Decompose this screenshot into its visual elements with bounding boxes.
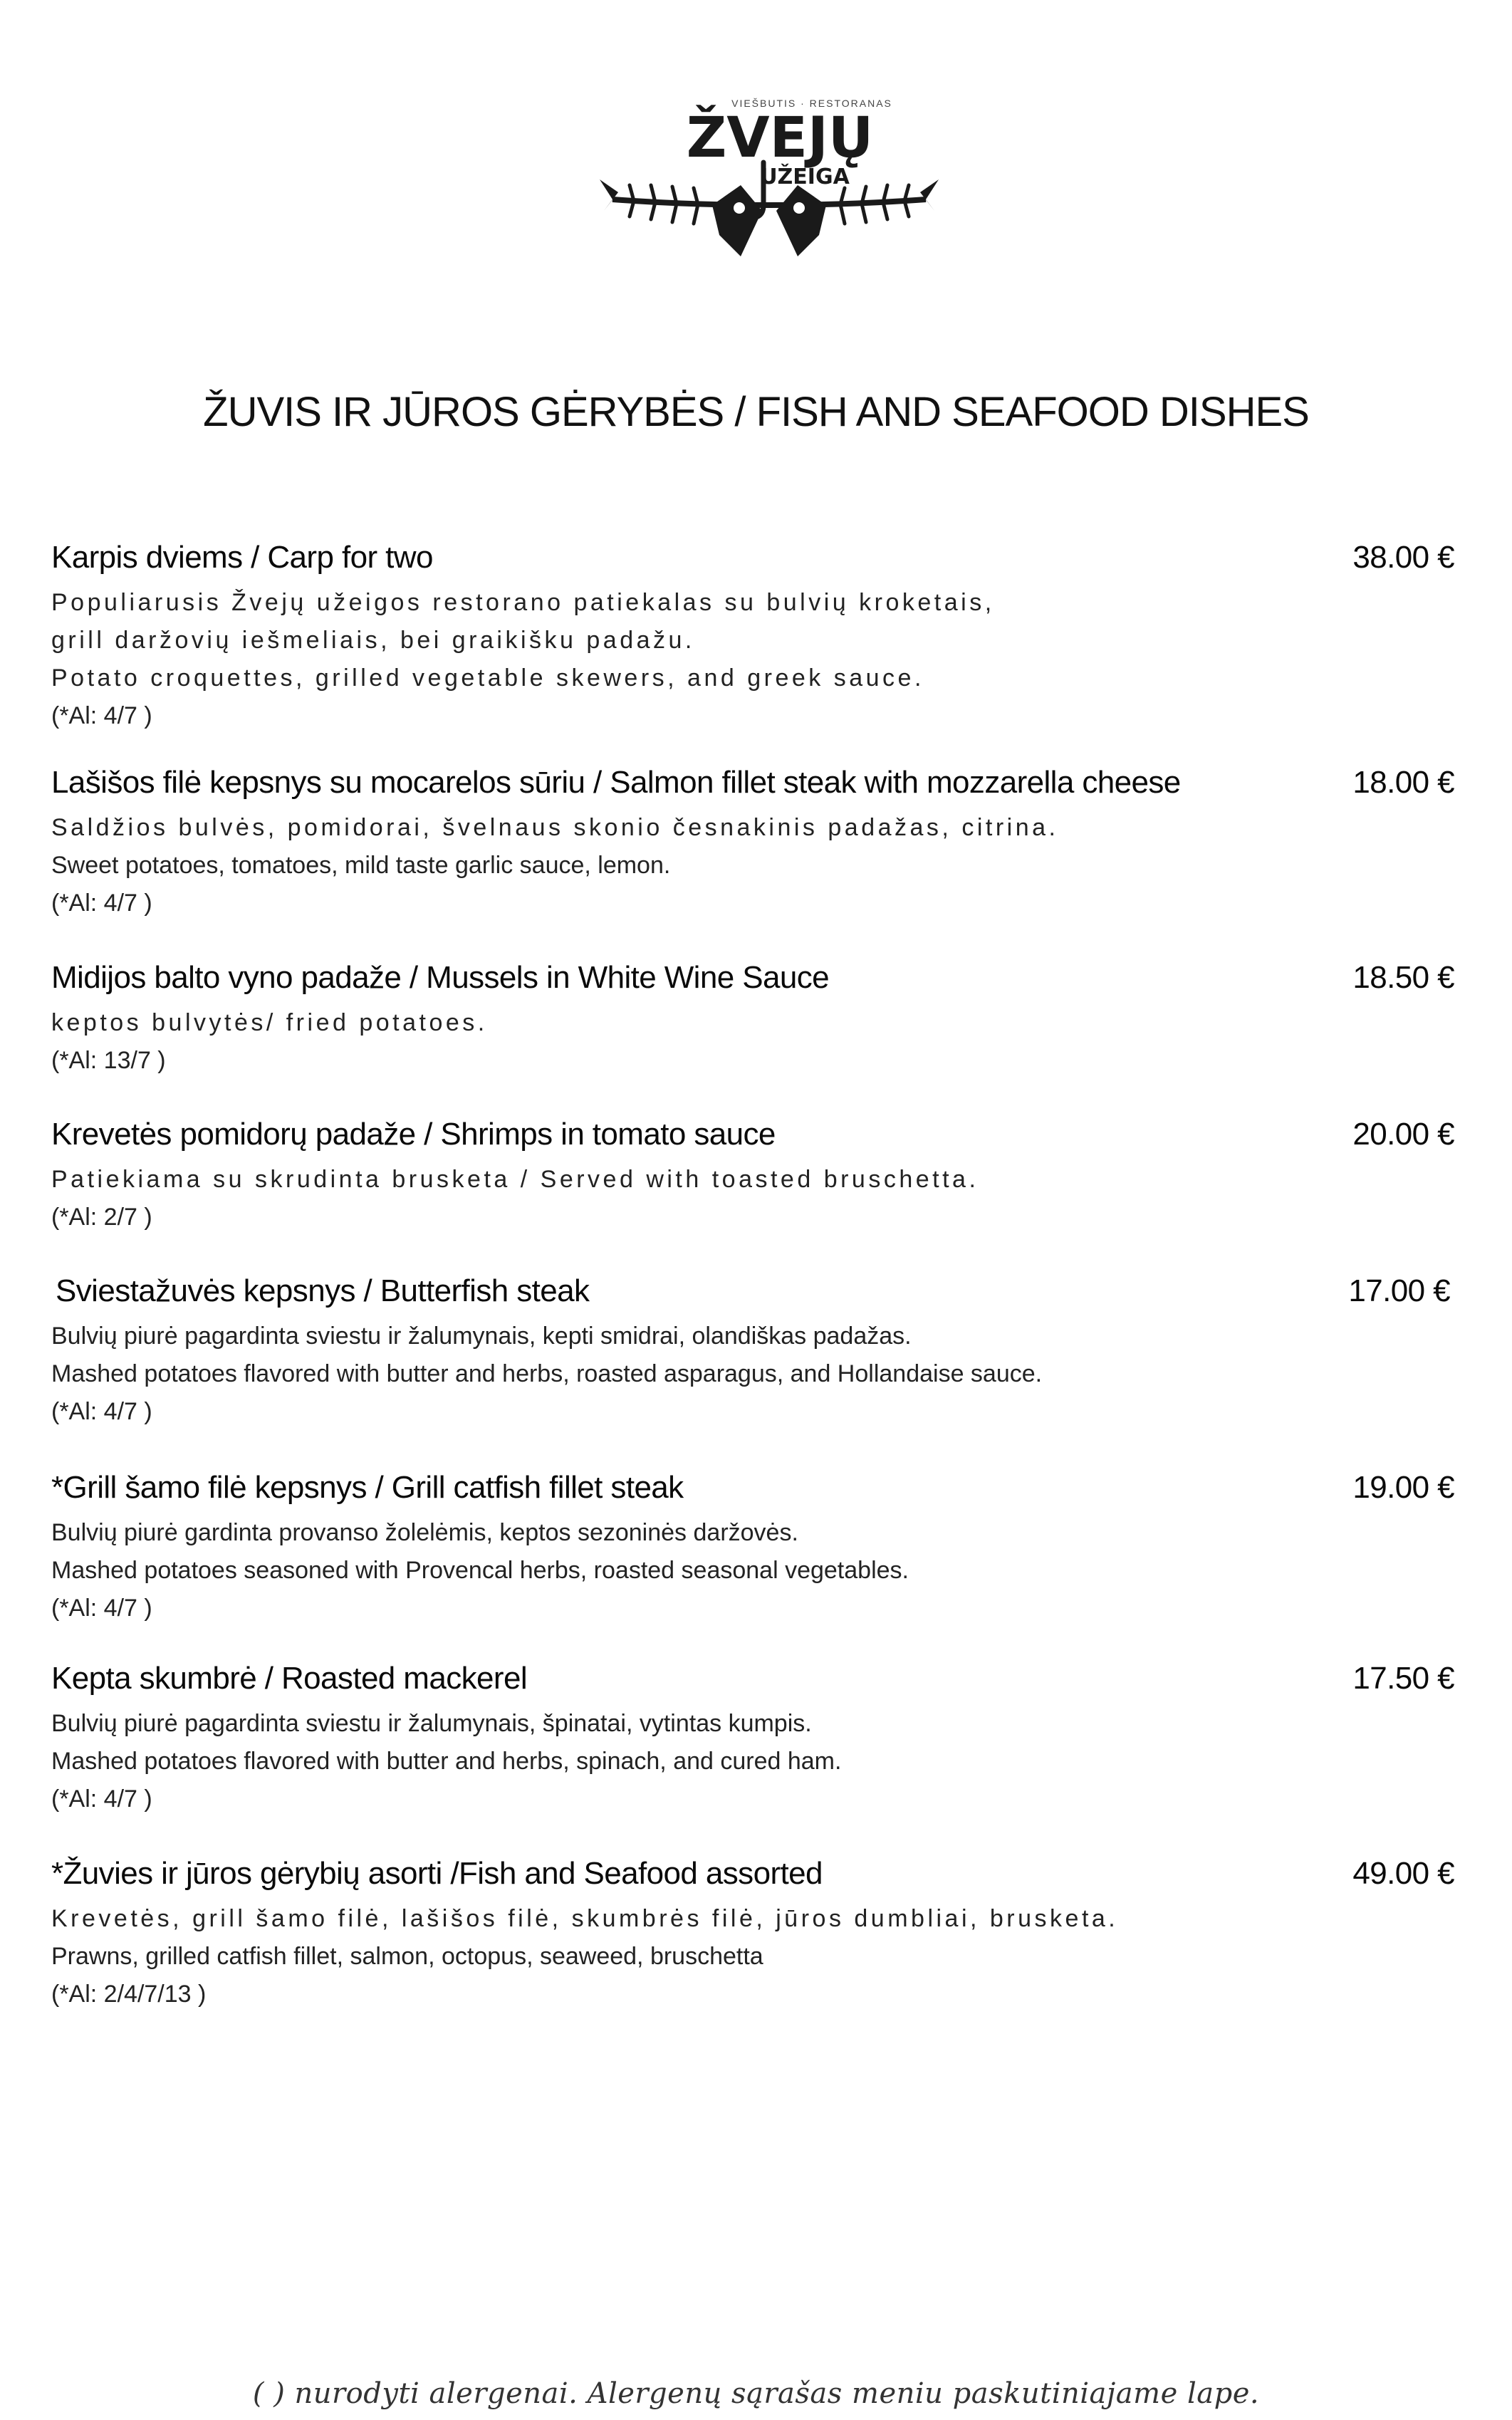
menu-item: [51, 1470, 1454, 1627]
dish-price: 17.00 €: [1348, 1273, 1450, 1308]
dish-description: Mashed potatoes flavored with butter and herbs, roasted asparagus, and Hollandaise sauce.: [51, 1360, 1043, 1387]
menu-item: [51, 1856, 1454, 2013]
dish-description: Krevetės, grill šamo filė, lašišos filė, skumbrės filė, jūros dumbliai, brusketa.: [51, 1905, 1119, 1932]
dish-description: Sweet potatoes, tomatoes, mild taste garlic sauce, lemon.: [51, 852, 671, 879]
dish-allergens: (*Al: 13/7 ): [51, 1047, 166, 1074]
dish-allergens: (*Al: 2/4/7/13 ): [51, 1981, 207, 2008]
dish-description: Patiekiama su skrudinta brusketa / Served with toasted bruschetta.: [51, 1166, 979, 1193]
dish-name: *Žuvies ir jūros gėrybių asorti /Fish and Seafood assorted: [51, 1856, 823, 1891]
dish-allergens: (*Al: 4/7 ): [51, 890, 152, 917]
dish-price: 18.00 €: [1352, 765, 1454, 800]
dish-allergens: (*Al: 4/7 ): [51, 1398, 152, 1425]
dish-description: Populiarusis Žvejų užeigos restorano patiekalas su bulvių kroketais,: [51, 589, 995, 616]
dish-price: 19.00 €: [1352, 1470, 1454, 1505]
dish-price: 49.00 €: [1352, 1856, 1454, 1891]
dish-name: *Grill šamo filė kepsnys / Grill catfish fillet steak: [51, 1470, 684, 1505]
fish-skeleton-logo-icon: [598, 85, 940, 271]
dish-allergens: (*Al: 2/7 ): [51, 1204, 152, 1231]
menu-item: [51, 1661, 1454, 1818]
dish-name: Karpis dviems / Carp for two: [51, 540, 433, 575]
dish-price: 38.00 €: [1352, 540, 1454, 575]
dish-allergens: (*Al: 4/7 ): [51, 1595, 152, 1622]
logo-name: ŽVEJŲ: [686, 106, 874, 170]
dish-name: Kepta skumbrė / Roasted mackerel: [51, 1661, 527, 1696]
menu-item: [51, 540, 1454, 735]
dish-name: Midijos balto vyno padaže / Mussels in White Wine Sauce: [51, 960, 829, 995]
dish-name: Sviestažuvės kepsnys / Butterfish steak: [56, 1273, 590, 1308]
restaurant-logo: [598, 85, 940, 271]
dish-name: Krevetės pomidorų padaže / Shrimps in tomato sauce: [51, 1117, 776, 1152]
dish-description: Bulvių piurė gardinta provanso žolelėmis, keptos sezoninės daržovės.: [51, 1519, 798, 1546]
menu-item: [51, 1273, 1454, 1431]
menu-item: [51, 765, 1454, 922]
dish-description: Mashed potatoes seasoned with Provencal herbs, roasted seasonal vegetables.: [51, 1557, 909, 1584]
dish-allergens: (*Al: 4/7 ): [51, 1785, 152, 1813]
dish-description: keptos bulvytės/ fried potatoes.: [51, 1009, 488, 1036]
dish-description: Potato croquettes, grilled vegetable skewers, and greek sauce.: [51, 664, 924, 692]
menu-item: [51, 960, 1454, 1080]
dish-description: Bulvių piurė pagardinta sviestu ir žalumynais, kepti smidrai, olandiškas padažas.: [51, 1323, 912, 1350]
dish-description: grill daržovių iešmeliais, bei graikišku padažu.: [51, 627, 695, 654]
dish-allergens: (*Al: 4/7 ): [51, 702, 152, 729]
dish-price: 17.50 €: [1352, 1661, 1454, 1696]
dish-name: Lašišos filė kepsnys su mocarelos sūriu / Salmon fillet steak with mozzarella cheese: [51, 765, 1181, 800]
allergen-footnote: ( ) nurodyti alergenai. Alergenų sąrašas meniu paskutiniajame lape.: [252, 2377, 1260, 2410]
logo-tagline: VIEŠBUTIS · RESTORANAS: [731, 98, 892, 109]
dish-description: Prawns, grilled catfish fillet, salmon, octopus, seaweed, bruschetta: [51, 1943, 763, 1970]
menu-item: [51, 1117, 1454, 1236]
logo-subname: UŽEIGA: [760, 165, 850, 189]
page-title: ŽUVIS IR JŪROS GĖRYBĖS / FISH AND SEAFOOD DISHES: [203, 389, 1309, 435]
dish-description: Saldžios bulvės, pomidorai, švelnaus skonio česnakinis padažas, citrina.: [51, 814, 1059, 841]
dish-price: 20.00 €: [1352, 1117, 1454, 1152]
dish-price: 18.50 €: [1352, 960, 1454, 995]
dish-description: Bulvių piurė pagardinta sviestu ir žalumynais, špinatai, vytintas kumpis.: [51, 1710, 812, 1737]
dish-description: Mashed potatoes flavored with butter and herbs, spinach, and cured ham.: [51, 1748, 842, 1775]
